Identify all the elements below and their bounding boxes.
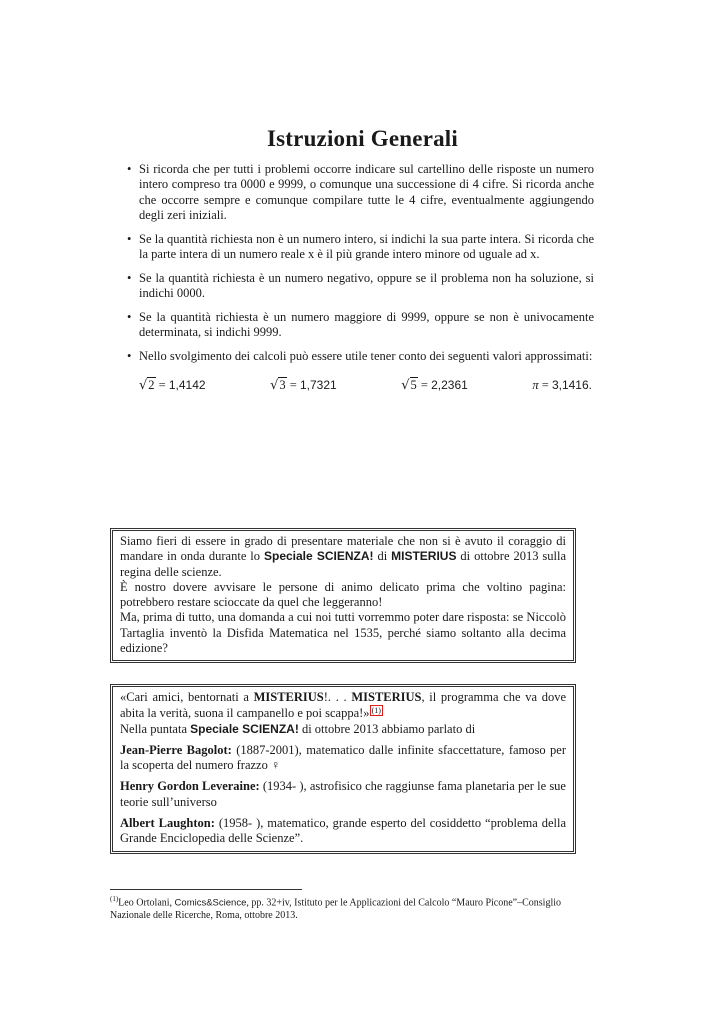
person-entry: Albert Laughton: (1958- ), matematico, grande esperto del cosiddetto “problema della Grande Enciclopedia delle Scienze”. [120, 816, 566, 846]
constant-sqrt5: √5 = 2,2361 [401, 378, 468, 393]
episode-paragraph: Nella puntata Speciale SCIENZA! di ottobre 2013 abbiamo parlato di [120, 721, 476, 736]
person-entry: Henry Gordon Leveraine: (1934- ), astrofisico che raggiunse fama planetaria per le sue teorie sull’universo [120, 779, 566, 809]
bullet-icon: • [127, 162, 132, 176]
bullet-icon: • [127, 348, 132, 363]
misterius-label: MISTERIUS [391, 549, 457, 564]
warning-paragraph: È nostro dovere avvisare le persone di animo delicato prima che voltino pagina: potrebbero restare scioccate da quel che leggeranno! [120, 579, 566, 610]
list-item: • Nello svolgimento dei calcoli può essere utile tener conto dei seguenti valori approssimati: [127, 348, 593, 363]
speciale-scienza-label: Speciale SCIENZA! [263, 549, 374, 564]
question-paragraph: Ma, prima di tutto, una domanda a cui noi tutti vorremmo poter dare risposta: se Niccolò Tartaglia inventò la Disfida Matematica nel 1535, perché siamo soltanto alla decima edizione? [120, 610, 566, 656]
person-entry: Jean-Pierre Bagolot: (1887-2001), matematico dalle infinite sfaccettature, famoso per la scoperta del numero frazzo ♀ [120, 742, 566, 773]
misterius-box [110, 684, 576, 854]
bullet-icon: • [127, 231, 132, 246]
list-item: • Se la quantità richiesta è un numero maggiore di 9999, oppure se non è univocamente determinata, si indichi 9999. [127, 309, 594, 340]
intro-paragraph: Siamo fieri di essere in grado di presentare materiale che non si è avuto il coraggio di mandare in onda durante lo Speciale SCIENZA! di MISTERIUS di ottobre 2013 sulla regina delle scienze. [120, 534, 566, 579]
greeting-paragraph: «Cari amici, bentornati a MISTERIUS!. . . MISTERIUS, il programma che va dove abita la verità, suona il campanello e poi scappa!» (1) [120, 690, 566, 721]
instructions-list [127, 162, 594, 373]
constant-sqrt2: √2 = 1,4142 [139, 378, 206, 393]
list-item: • Si ricorda che per tutti i problemi occorre indicare sul cartellino delle risposte un numero intero compreso tra 0000 e 9999, o comunque una successione di 4 cifre. Si ricorda anche che occorre sempre e comunque compilare tutte le 4 cifre, eventualmente aggiungendo degli zeri iniziali. [127, 162, 594, 222]
footnote-rule [110, 889, 302, 890]
footnote-link[interactable]: (1) [371, 706, 381, 716]
list-item: • Se la quantità richiesta non è un numero intero, si indichi la sua parte intera. Si ricorda che la parte intera di un numero reale x è il più grande intero minore od uguale ad x. [127, 231, 594, 261]
constant-pi: π = 3,1416. [532, 378, 592, 392]
intro-box [110, 528, 576, 663]
constant-sqrt3: √3 = 1,7321 [270, 378, 337, 393]
page-title: Istruzioni Generali [267, 126, 458, 151]
list-item: • Se la quantità richiesta è un numero negativo, oppure se il problema non ha soluzione, si indichi 0000. [127, 270, 594, 301]
bullet-icon: • [127, 270, 132, 285]
bullet-icon: • [127, 309, 132, 324]
footnote: $^{(1)}$Leo Ortolani, Comics&Science, pp. 32+iv, Istituto per le Applicazioni del Calcolo “Mauro Picone”–Consiglio Nazionale delle Ricerche, Roma, ottobre 2013. [110, 895, 562, 922]
constants-row [139, 378, 592, 393]
